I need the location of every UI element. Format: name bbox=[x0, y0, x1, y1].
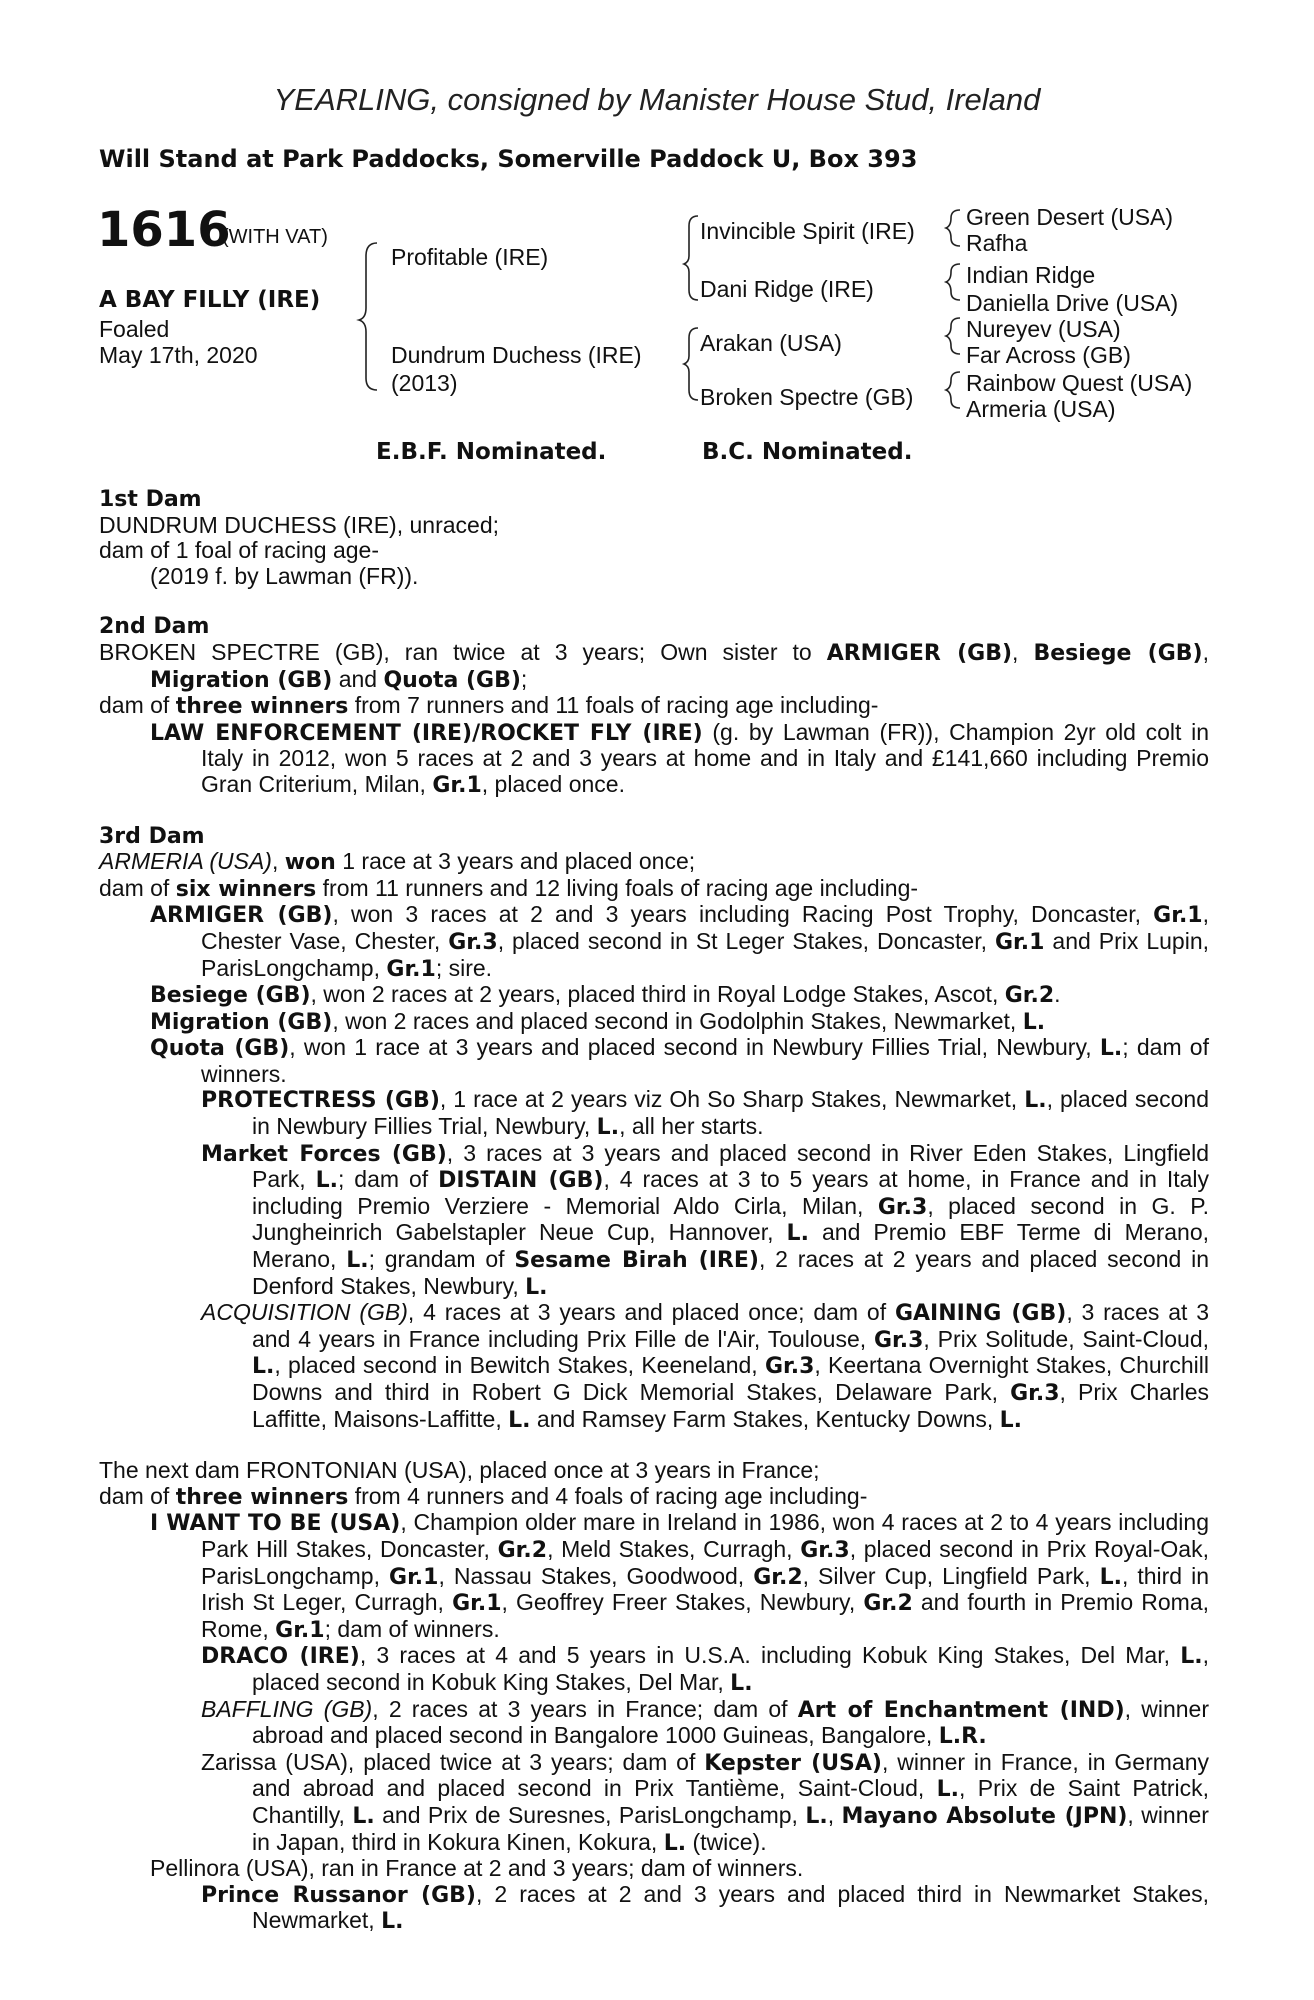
consignment-line: YEARLING, consigned by Manister House Stud, Ireland bbox=[273, 82, 1041, 117]
horse-description: A BAY FILLY (IRE) bbox=[99, 287, 321, 313]
baffling-entry: BAFFLING (GB), 2 races at 3 years in France; dam of Art of Enchantment (IND), winner abroad and placed second in Bangalore 1000 Guineas, Bangalore, L.R. bbox=[201, 1695, 1209, 1750]
besiege-entry: Besiege (GB), won 2 races at 2 years, placed third in Royal Lodge Stakes, Ascot, Gr.2. bbox=[150, 981, 1061, 1009]
armiger-entry: ARMIGER (GB), won 3 races at 2 and 3 years including Racing Post Trophy, Doncaster, Gr.1, Chester Vase, Chester, Gr.3, placed second in St Leger Stakes, Doncaster, Gr.1 and Prix Lupin, ParisLongchamp, Gr.1; sire. bbox=[150, 901, 1210, 982]
vat-note: (WITH VAT) bbox=[222, 226, 328, 248]
migration-entry: Migration (GB), won 2 races and placed second in Godolphin Stakes, Newmarket, L. bbox=[150, 1007, 1046, 1035]
third-dam-produce: dam of six winners from 11 runners and 12 living foals of racing age including- bbox=[99, 874, 919, 902]
pedigree-gg6: Far Across (GB) bbox=[966, 342, 1131, 368]
stand-location: Will Stand at Park Paddocks, Somerville Paddock U, Box 393 bbox=[99, 145, 918, 173]
ebf-nomination: E.B.F. Nominated. bbox=[376, 439, 607, 465]
protectress-entry: PROTECTRESS (GB), 1 race at 2 years viz Oh So Sharp Stakes, Newmarket, L., placed second in Newbury Fillies Trial, Newbury, L., all her starts. bbox=[201, 1086, 1209, 1141]
lot-number: 1616 bbox=[97, 202, 231, 258]
pedigree-gg4: Daniella Drive (USA) bbox=[966, 290, 1179, 316]
second-dam-heading: 2nd Dam bbox=[99, 614, 210, 640]
market-forces-entry: Market Forces (GB), 3 races at 3 years and placed second in River Eden Stakes, Lingfield Park, L.; dam of DISTAIN (GB), 4 races at 3 to 5 years at home, in France and in Italy including Premio Verziere - Memorial Aldo Cirla, Milan, Gr.3, placed second in G. P. Jungheinrich Gabelstapler Neue Cup, Hannover, L. and Premio EBF Terme di Merano, Merano, L.; grandam of Sesame Birah (IRE), 2 races at 2 years and placed second in Denford Stakes, Newbury, L. bbox=[201, 1139, 1210, 1300]
foaled-date: May 17th, 2020 bbox=[99, 342, 258, 368]
i-want-to-be-entry: I WANT TO BE (USA), Champion older mare in Ireland in 1986, won 4 races at 2 to 4 years including Park Hill Stakes, Doncaster, Gr.2, Meld Stakes, Curragh, Gr.3, placed second in Prix Royal-Oak, ParisLongchamp, Gr.1, Nassau Stakes, Goodwood, Gr.2, Silver Cup, Lingfield Park, L., third in Irish St Leger, Curragh, Gr.1, Geoffrey Freer Stakes, Newbury, Gr.2 and fourth in Premio Roma, Rome, Gr.1; dam of winners. bbox=[150, 1509, 1210, 1643]
pedigree-gg5: Nureyev (USA) bbox=[966, 316, 1121, 342]
pedigree-gg3: Indian Ridge bbox=[966, 262, 1096, 288]
pedigree-gg8: Armeria (USA) bbox=[966, 396, 1116, 422]
quota-entry: Quota (GB), won 1 race at 3 years and placed second in Newbury Fillies Trial, Newbury, L.; dam of winners. bbox=[150, 1034, 1209, 1087]
first-dam-line1: DUNDRUM DUCHESS (IRE), unraced; bbox=[99, 511, 500, 538]
pedigree-sire-dam: Dani Ridge (IRE) bbox=[700, 276, 874, 302]
zarissa-entry: Zarissa (USA), placed twice at 3 years; dam of Kepster (USA), winner in France, in Germany and abroad and placed second in Prix Tantième, Saint-Cloud, L., Prix de Saint Patrick, Chantilly, L. and Prix de Suresnes, ParisLongchamp, L., Mayano Absolute (JPN), winner in Japan, third in Kokura Kinen, Kokura, L. (twice). bbox=[201, 1748, 1210, 1856]
bc-nomination: B.C. Nominated. bbox=[702, 439, 913, 465]
pellinora-entry: Pellinora (USA), ran in France at 2 and 3 years; dam of winners. bbox=[150, 1855, 804, 1882]
pedigree-sire-sire: Invincible Spirit (IRE) bbox=[700, 218, 915, 244]
pedigree-gg7: Rainbow Quest (USA) bbox=[966, 370, 1193, 396]
pedigree-gg2: Rafha bbox=[966, 230, 1028, 256]
law-enforcement-entry: LAW ENFORCEMENT (IRE)/ROCKET FLY (IRE) (g. by Lawman (FR)), Champion 2yr old colt in Italy in 2012, won 5 races at 2 and 3 years at home and in Italy and £141,660 including Premio Gran Criterium, Milan, Gr.1, placed once. bbox=[150, 718, 1210, 798]
third-dam-heading: 3rd Dam bbox=[99, 823, 205, 849]
pedigree-dam: Dundrum Duchess (IRE) bbox=[391, 342, 642, 368]
pedigree-gg1: Green Desert (USA) bbox=[966, 204, 1174, 230]
foaled-label: Foaled bbox=[99, 316, 170, 342]
pedigree-dam-year: (2013) bbox=[391, 370, 458, 396]
draco-entry: DRACO (IRE), 3 races at 4 and 5 years in U.S.A. including Kobuk King Stakes, Del Mar, L., placed second in Kobuk King Stakes, Del Mar, L. bbox=[201, 1642, 1209, 1696]
produce-record bbox=[99, 487, 1209, 1935]
second-dam-produce: dam of three winners from 7 runners and 11 foals of racing age including- bbox=[99, 692, 879, 720]
second-dam-entry: BROKEN SPECTRE (GB), ran twice at 3 years; Own sister to ARMIGER (GB), Besiege (GB), Migration (GB) and Quota (GB); bbox=[99, 638, 1209, 693]
pedigree-sire: Profitable (IRE) bbox=[391, 244, 549, 270]
next-dam-produce: dam of three winners from 4 runners and 4 foals of racing age including- bbox=[99, 1482, 868, 1510]
first-dam-line2: dam of 1 foal of racing age- bbox=[99, 537, 379, 564]
first-dam-foal: (2019 f. by Lawman (FR)). bbox=[150, 562, 419, 589]
acquisition-entry: ACQUISITION (GB), 4 races at 3 years and placed once; dam of GAINING (GB), 3 races at 3 and 4 years in France including Prix Fille de l'Air, Toulouse, Gr.3, Prix Solitude, Saint-Cloud, L., placed second in Bewitch Stakes, Keeneland, Gr.3, Keertana Overnight Stakes, Churchill Downs and third in Robert G Dick Memorial Stakes, Delaware Park, Gr.3, Prix Charles Laffitte, Maisons-Laffitte, L. and Ramsey Farm Stakes, Kentucky Downs, L. bbox=[201, 1299, 1210, 1433]
pedigree-dam-dam: Broken Spectre (GB) bbox=[700, 384, 914, 410]
third-dam-entry: ARMERIA (USA), won 1 race at 3 years and placed once; bbox=[99, 848, 696, 876]
pedigree-dam-sire: Arakan (USA) bbox=[700, 330, 842, 356]
next-dam-entry: The next dam FRONTONIAN (USA), placed once at 3 years in France; bbox=[99, 1457, 820, 1484]
first-dam-heading: 1st Dam bbox=[99, 487, 202, 512]
prince-russanor-entry: Prince Russanor (GB), 2 races at 2 and 3 years and placed third in Newmarket Stakes, Newmarket, L. bbox=[201, 1880, 1209, 1935]
